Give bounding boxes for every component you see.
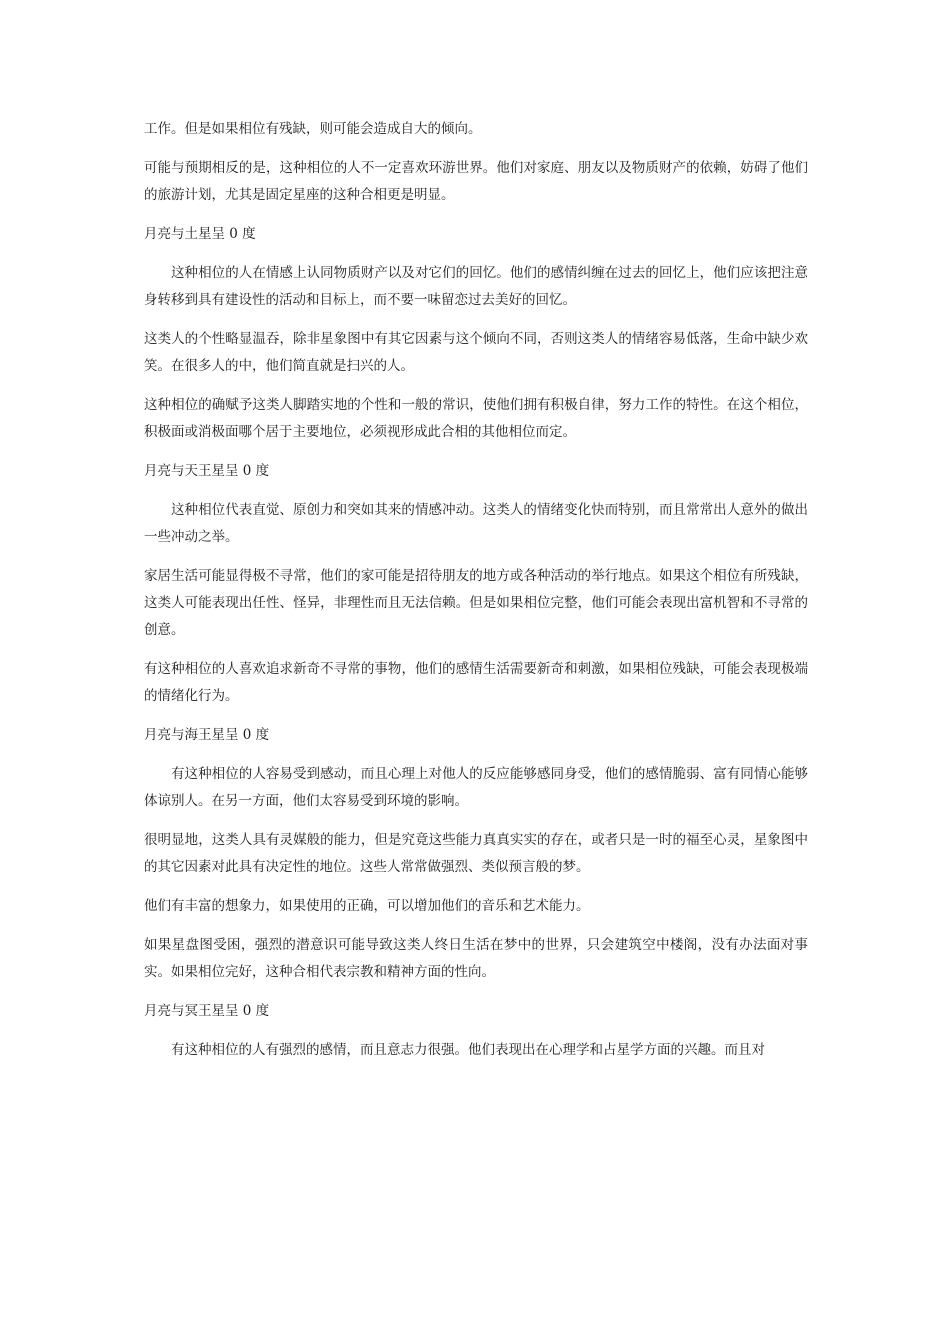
paragraph: 这种相位的确赋予这类人脚踏实地的个性和一般的常识，使他们拥有积极自律，努力工作的特性。在这个相位，积极面或消极面哪个居于主要地位，必须视形成此合相的其他相位而定。 xyxy=(144,397,808,440)
paragraph: 有这种相位的人喜欢追求新奇不寻常的事物，他们的感情生活需要新奇和刺激，如果相位残缺，可能会表现极端的情绪化行为。 xyxy=(144,661,808,704)
paragraph: 有这种相位的人容易受到感动，而且心理上对他人的反应能够感同身受，他们的感情脆弱、富有同情心能够体谅别人。在另一方面，他们太容易受到环境的影响。 xyxy=(144,766,808,809)
paragraph: 这种相位代表直觉、原创力和突如其来的情感冲动。这类人的情绪变化快而特别，而且常常出人意外的做出一些冲动之举。 xyxy=(144,502,808,545)
paragraph: 家居生活可能显得极不寻常，他们的家可能是招待朋友的地方或各种活动的举行地点。如果这个相位有所残缺，这类人可能表现出任性、怪异，非理性而且无法信赖。但是如果相位完整，他们可能会表现出富机智和不寻常的创意。 xyxy=(144,568,808,638)
document-page xyxy=(144,116,808,1076)
section-heading: 月亮与海王星呈 0 度 xyxy=(144,727,270,743)
paragraph: 可能与预期相反的是，这种相位的人不一定喜欢环游世界。他们对家庭、朋友以及物质财产的依赖，妨碍了他们的旅游计划，尤其是固定星座的这种合相更是明显。 xyxy=(144,160,808,203)
section-heading: 月亮与土星呈 0 度 xyxy=(144,226,256,242)
paragraph: 很明显地，这类人具有灵媒般的能力，但是究竟这些能力真真实实的存在，或者只是一时的福至心灵，星象图中的其它因素对此具有决定性的地位。这些人常常做强烈、类似预言般的梦。 xyxy=(144,832,808,875)
section-heading: 月亮与冥王星呈 0 度 xyxy=(144,1003,270,1019)
paragraph: 如果星盘图受困，强烈的潜意识可能导致这类人终日生活在梦中的世界，只会建筑空中楼阁，没有办法面对事实。如果相位完好，这种合相代表宗教和精神方面的性向。 xyxy=(144,937,808,980)
section-heading: 月亮与天王星呈 0 度 xyxy=(144,463,270,479)
paragraph: 有这种相位的人有强烈的感情，而且意志力很强。他们表现出在心理学和占星学方面的兴趣。而且对 xyxy=(171,1042,765,1058)
paragraph: 这种相位的人在情感上认同物质财产以及对它们的回忆。他们的感情纠缠在过去的回忆上，他们应该把注意身转移到具有建设性的活动和目标上，而不要一味留恋过去美好的回忆。 xyxy=(144,265,808,308)
paragraph: 这类人的个性略显温吞，除非星象图中有其它因素与这个倾向不同，否则这类人的情绪容易低落，生命中缺少欢笑。在很多人的中，他们简直就是扫兴的人。 xyxy=(144,331,808,374)
paragraph: 工作。但是如果相位有残缺，则可能会造成自大的倾向。 xyxy=(144,121,482,137)
paragraph: 他们有丰富的想象力，如果使用的正确，可以增加他们的音乐和艺术能力。 xyxy=(144,898,590,914)
